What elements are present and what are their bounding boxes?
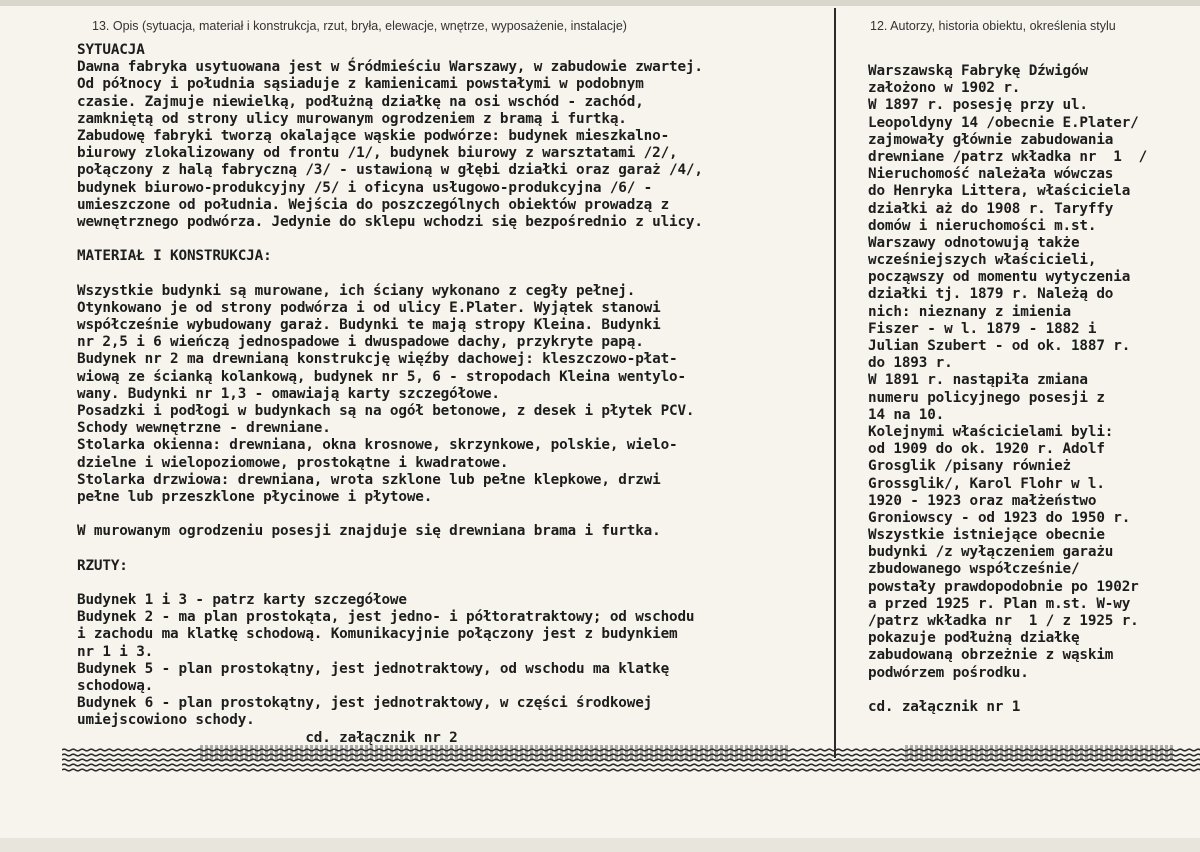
history-line: zbudowanego współcześnie/ [868, 561, 1080, 578]
history-line: do Henryka Littera, właściciela [868, 183, 1131, 200]
history-line: Groniowscy - od 1923 do 1950 r. [868, 509, 1131, 526]
blank-line [77, 506, 832, 523]
history-line: zajmowały głównie zabudowania [868, 131, 1114, 148]
history-line: /patrz wkładka nr 1 / z 1925 r. [868, 613, 1139, 629]
description-line: pełne lub przeszklone płycinowe i płytowe. [77, 488, 433, 505]
description-line: cd. załącznik nr 2 [77, 729, 458, 746]
description-line: wewnętrznego podwórza. Jedynie do sklepu wchodzi się bezpośrednio z ulicy. [77, 213, 703, 230]
history-line: działki tj. 1879 r. Należą do [868, 286, 1114, 303]
wavy-rule [62, 745, 1200, 775]
history-line: drewniane /patrz wkładka nr 1 / [868, 148, 1148, 165]
description-column [77, 42, 832, 747]
description-line: Budynek 2 - ma plan prostokąta, jest jedno- i półtoratraktowy; od wschodu [77, 609, 695, 626]
description-line: Od północy i południa sąsiaduje z kamienicami powstałymi w podobnym [77, 76, 644, 93]
history-line: począwszy od momentu wytyczenia [868, 269, 1131, 286]
history-line: budynki /z wyłączeniem garażu [868, 544, 1114, 561]
description-line: MATERIAŁ I KONSTRUKCJA: [77, 248, 272, 265]
history-line: domów i nieruchomości m.st. [868, 217, 1097, 234]
history-line: założono w 1902 r. [868, 80, 1021, 97]
history-line: W 1897 r. posesję przy ul. [868, 97, 1088, 114]
description-line: Budynek 6 - plan prostokątny, jest jednotraktowy, w części środkowej [77, 695, 653, 712]
description-line: wany. Budynki nr 1,3 - omawiają karty szczegółowe. [77, 385, 500, 402]
description-line: SYTUACJA [77, 42, 145, 58]
history-line: cd. załącznik nr 1 [868, 698, 1021, 715]
description-line: umiejscowiono schody. [77, 712, 255, 729]
description-line: nr 2,5 i 6 wieńczą jednospadowe i dwuspadowe dachy, przykryte papą. [77, 334, 644, 351]
description-line: Budynek 1 i 3 - patrz karty szczegółowe [77, 592, 407, 608]
history-column [868, 63, 1198, 716]
description-line: zamkniętą od strony ulicy murowanym ogrodzeniem z bramą i furtką. [77, 110, 627, 127]
history-line: pokazuje podłużną działkę [868, 630, 1080, 647]
description-line: połączony z halą fabryczną /3/ - ustawioną w głębi działki oraz garaż /4/, [77, 162, 703, 179]
history-line: W 1891 r. nastąpiła zmiana [868, 372, 1088, 389]
history-line: Julian Szubert - od ok. 1887 r. [868, 338, 1131, 354]
description-line: Stolarka okienna: drewniana, okna krosnowe, skrzynkowe, polskie, wielo- [77, 437, 678, 454]
description-line: Dawna fabryka usytuowana jest w Śródmieściu Warszawy, w zabudowie zwartej. [77, 59, 703, 76]
history-line: Warszawy odnotowują także [868, 234, 1080, 251]
description-line: Budynek nr 2 ma drewnianą konstrukcję więźby dachowej: kleszczowo-płat- [77, 351, 678, 368]
description-line: wiową ze ścianką kolankową, budynek nr 5, 6 - stropodach Kleina wentylo- [77, 368, 686, 385]
history-line: numeru policyjnego posesji z [868, 389, 1105, 406]
history-line: 14 na 10. [868, 406, 945, 423]
history-line: podwórzem pośrodku. [868, 664, 1029, 681]
history-line: Grosglik /pisany również [868, 458, 1071, 475]
history-line: zabudowaną obrzeżnie z wąskim [868, 647, 1114, 664]
description-line: Budynek 5 - plan prostokątny, jest jednotraktowy, od wschodu ma klatkę [77, 660, 670, 677]
description-line: budynek biurowo-produkcyjny /5/ i oficyna usługowo-produkcyjna /6/ - [77, 179, 653, 196]
description-line: nr 1 i 3. [77, 643, 154, 660]
description-line: Stolarka drzwiowa: drewniana, wrota szklone lub pełne klepkowe, drzwi [77, 471, 661, 488]
history-line: powstały prawdopodobnie po 1902r [868, 578, 1139, 595]
history-line: Kolejnymi właścicielami byli: [868, 423, 1114, 440]
history-line: 1920 - 1923 oraz małżeństwo [868, 492, 1097, 509]
description-line: Posadzki i podłogi w budynkach są na ogół betonowe, z desek i płytek PCV. [77, 402, 695, 419]
description-line: W murowanym ogrodzeniu posesji znajduje się drewniana brama i furtka. [77, 523, 661, 540]
description-line: Zabudowę fabryki tworzą okalające wąskie podwórze: budynek mieszkalno- [77, 127, 670, 144]
description-line: schodową. [77, 677, 154, 694]
description-line: umieszczone od południa. Wejścia do poszczególnych obiektów prowadzą z [77, 196, 670, 213]
history-line: od 1909 do ok. 1920 r. Adolf [868, 441, 1105, 458]
history-line: do 1893 r. [868, 355, 953, 372]
history-line: nich: nieznany z imienia [868, 303, 1071, 320]
history-line: Fiszer - w l. 1879 - 1882 i [868, 320, 1097, 337]
description-line: czasie. Zajmuje niewielką, podłużną działkę na osi wschód - zachód, [77, 93, 644, 110]
description-line: Wszystkie budynki są murowane, ich ściany wykonano z cegły pełnej. [77, 282, 636, 299]
scan-top-edge [0, 0, 1200, 6]
history-line: Wszystkie istniejące obecnie [868, 527, 1105, 544]
description-line: RZUTY: [77, 557, 128, 574]
description-line: i zachodu ma klatkę schodową. Komunikacyjnie połączony jest z budynkiem [77, 626, 678, 643]
history-line: Warszawską Fabrykę Dźwigów [868, 63, 1088, 79]
blank-line [77, 231, 832, 248]
description-line: biurowy zlokalizowany od frontu /1/, budynek biurowy z warsztatami /2/, [77, 145, 678, 162]
column-divider [834, 8, 836, 758]
blank-line [77, 265, 832, 282]
history-line: wcześniejszych właścicieli, [868, 252, 1097, 269]
right-column-header: 12. Autorzy, historia obiektu, określenia stylu [870, 19, 1116, 33]
blank-line [77, 540, 832, 557]
history-line: działki aż do 1908 r. Taryffy [868, 200, 1114, 217]
left-column-header: 13. Opis (sytuacja, materiał i konstrukcja, rzut, bryła, elewacje, wnętrze, wyposażenie, instalacje) [92, 19, 627, 33]
scan-bottom-edge [0, 838, 1200, 852]
history-line: Grossglik/, Karol Flohr w l. [868, 475, 1105, 492]
history-line: Nieruchomość należała wówczas [868, 166, 1114, 183]
blank-line [77, 575, 832, 592]
history-line: a przed 1925 r. Plan m.st. W-wy [868, 595, 1131, 612]
description-line: współcześnie wybudowany garaż. Budynki te mają stropy Kleina. Budynki [77, 317, 661, 333]
blank-line [868, 682, 1198, 699]
description-line: Otynkowano je od strony podwórza i od ulicy E.Plater. Wyjątek stanowi [77, 299, 661, 316]
history-line: Leopoldyny 14 /obecnie E.Plater/ [868, 114, 1139, 131]
description-line: dzielne i wielopoziomowe, prostokątne i kwadratowe. [77, 454, 509, 471]
description-line: Schody wewnętrzne - drewniane. [77, 420, 331, 437]
